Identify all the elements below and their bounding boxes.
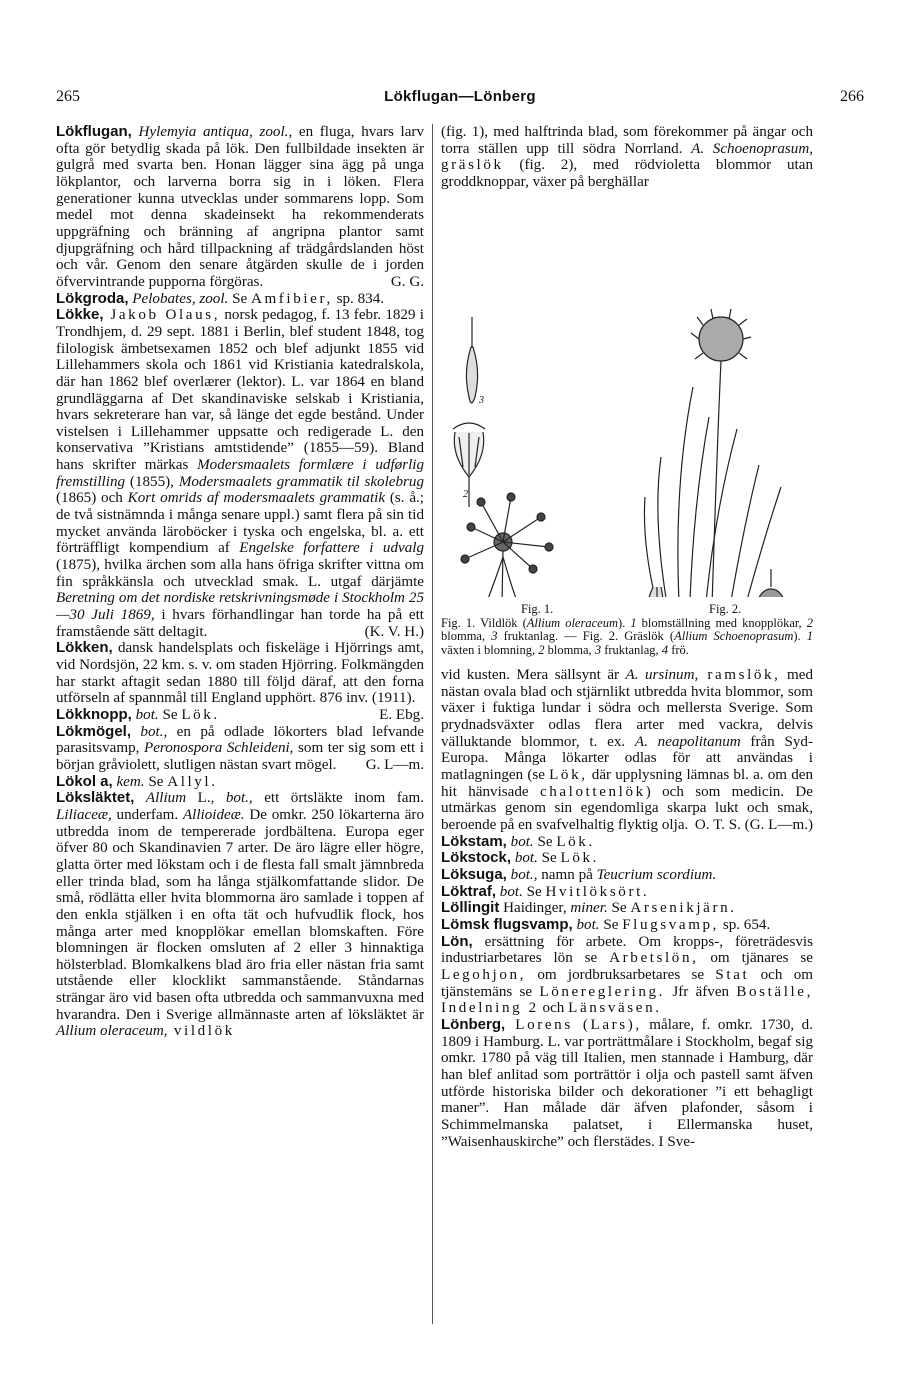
entry-lokke: Lökke, Jakob Olaus, norsk pedagog, f. 13 febr. 1829 i Trondhjem, d. 29 sept. 1881 i Berlin, blef student 1848, tog filologisk ämbetsexamen 1852 och blef adjunkt 1855 vid Lillehammers skola och 1861 vid Kristiania katedralskola, där han 1862 blef overlærer (lektor). L. var 1864 en bland grundläggarna af Det skandinaviske selskab i Kristiania, hvars sekreterare han var, så länge det egde bestånd. Under vistelsen i Lillehammer uppsatte och redigerade L. den konservativa ”Kristians amtstidende” (1855—59). Bland hans skrifter märkas Modersmaalets formlære i udførlig fremstilling (1855), Modersmaalets grammatik til skolebrug (1865) och Kort omrids af modersmaalets grammatik (s. å.; de två sistnämnda i många senare uppl.) samt flera på sin tid mycket använda läroböcker i tyska och engelska, bl. a. ett förträffligt kompendium af Engelske forfattere i udvalg (1875), hvilka ärchen som alla hans öfriga skrifter vittna om fin språkkänsla och utvecklad smak. L. utgaf därjämte Beretning om det nordiske retskrivningsmøde i Stockholm 25—30 Juli 1869, i hvars förhandlingar han torde ha på ett framstående sätt deltagit. (K. V. H.)	[56, 306, 425, 640]
fig2-flower-drawing	[647, 587, 663, 597]
entry-loksläktet: Löksläktet, Allium L., bot., ett örtsläkte inom fam. Liliaceæ, underfam. Allioideæ. De omkr. 250 lökarterna äro utbredda inom de tempererade jordbältena. Europa eger öfver 80 och Skandinavien 7 arter. De äro lägre eller högre, glatta örter med lökstam och i de flesta fall smalt jämnbreda eller trinda blad, som ha långa stjälkomfattande slidor. De små, rödlätta eller hvita blommorna äro samlade i toppen af den enkla stjälken i en ofta tät och hufvudlik flock, hos många arter med knopplökar emellan blomskaften. Före blomningen är flocken omsluten af 2 eller 3 hinnaktiga hölsterblad. Blomkalkens blad äro fria eller nästan fria samt utstående eller klocklikt sammanstående. Ståndarnas strängar äro vid basen ofta utbredda och sammanvuxna med hvarandra. Den i Sverige allmännaste arten af löksläktet är Allium oleraceum, vildlök	[56, 789, 425, 1040]
headword: Lökknopp,	[56, 705, 132, 723]
entry-lokstock: Lökstock, bot. Se Lök.	[441, 849, 600, 867]
cross-reference: Amfibier,	[250, 290, 333, 307]
left-column	[56, 124, 424, 1040]
fig-label-2: Fig. 2.	[709, 601, 742, 616]
entry-lokslaktet-continued: (fig. 1), med halftrinda blad, som förekommer på ängar och torra ställen upp till södra Norrland. A. Schoenoprasum, gräslök (fig. 2), med rödvioletta blommor utan groddknoppar, växer på berghällar	[441, 124, 813, 190]
entry-lokmogel: Lökmögel, bot., en på odlade lökorters blad lefvande parasitsvamp, Peronospora Schleideni, som ter sig som ett i början gråviolett, slutligen nästan svart mögel. G. L—m.	[56, 722, 424, 773]
fig1-num-2: 2	[463, 488, 468, 500]
headword: Lökol a,	[56, 772, 113, 790]
cross-reference: Lök,	[549, 767, 588, 784]
entry-lokflugan: Lökflugan, Hylemyia antiqua, zool., en fluga, hvars larv ofta gör betydlig skada på lök. Den fullbildade insekten är gulgrå med svarta ben. Honan lägger sina ägg på unga lökplantor, och larverna borra sig in i löken. Flera generationer kunna utvecklas under sommarens lopp. Som medel mot denna skadeinsekt ha rekommenderats uppgräfning och bränning af angripna plantor samt djupgräfning och hård tillpackning af trädgårdslanden höst och vår. Genom den senare åtgärden skulle de i jorden öfvervintrande pupporna förgöras. G. G.	[56, 123, 424, 290]
fig-label-1: Fig. 1.	[521, 601, 554, 616]
cross-reference: Hvitlöksört.	[545, 883, 650, 900]
entry-lon: Lön, ersättning för arbete. Om kropps-, företrädesvis industriarbetares lön se Arbetslön, om tjänares se Legohjon, om jordbruksarbetares se Stat och om tjänstemäns se Lönereglering. Jfr äfven Boställe, Indelning 2 och Länsväsen.	[441, 932, 813, 1017]
figure-caption: Fig. 1. Vildlök (Allium oleraceum). 1 blomställning med knopplökar, 2 blomma, 3 fruktanlag. — Fig. 2. Gräslök (Allium Schoenoprasum). 1 växten i blomning, 2 blomma, 3 fruktanlag, 4 frö.	[441, 615, 814, 657]
cross-reference: chalottenlök	[539, 783, 646, 800]
signature: E. Ebg.	[379, 706, 424, 723]
headword: Löllingit	[441, 899, 500, 917]
headword: Löktraf,	[441, 882, 497, 900]
right-column	[441, 124, 813, 1150]
cross-reference: Allyl.	[167, 773, 218, 790]
cross-reference: Boställe, Indelning 2	[441, 983, 813, 1017]
cross-reference: ramslök,	[698, 667, 781, 684]
entry-lokgroda: Lökgroda, Pelobates, zool. Se Amfibier, sp. 834.	[56, 289, 385, 307]
page-number-right: 266	[840, 88, 864, 105]
headword: Lökgroda,	[56, 289, 129, 307]
entry-lollingit: Löllingit Haidinger, miner. Se Arsenikjärn.	[441, 899, 737, 917]
headword: Lökflugan,	[56, 123, 132, 140]
headword: Lömsk flugsvamp,	[441, 915, 573, 933]
signature: O. T. S. (G. L—m.)	[694, 817, 813, 834]
fig1-flower-drawing	[453, 423, 485, 507]
entry-lokstam: Lökstam, bot. Se Lök.	[441, 832, 595, 850]
headword: Lökken,	[56, 639, 113, 657]
fig1-inflorescence-drawing	[461, 493, 553, 597]
page-number-left: 265	[56, 88, 80, 105]
cross-reference: Arsenikjärn.	[630, 900, 737, 917]
cross-reference: Stat	[715, 966, 750, 983]
cross-reference: Lök.	[556, 833, 595, 850]
cross-reference: Lönereglering.	[539, 983, 666, 1000]
entry-lokknopp: Lökknopp, bot. Se Lök.	[56, 705, 220, 723]
entry-lonberg: Lönberg, Lorens (Lars), målare, f. omkr. 1730, d. 1809 i Hamburg. L. var porträttmålare i Stockholm, begaf sig omkr. 1780 på väg till Italien, men stannade i Hamburg, där han blef anlitad som porträttör i olja och pastell samt äfven utförde historiska bilder och dekorationer ”i ett behagligt maner”. Han målade där äfven plafonder, såsom i Schimmelmanska palatset, i Ellermanska huset, ”Waisenhauskirche” och flerstädes. I Sve-	[441, 1015, 813, 1150]
running-title: Lökflugan—Lönberg	[384, 88, 536, 105]
entry-lomsk-flugsvamp: Lömsk flugsvamp, bot. Se Flugsvamp, sp. 654.	[441, 915, 771, 933]
fig2-ovary-drawing	[757, 569, 785, 597]
entry-lokola: Lökol a, kem. Se Allyl.	[56, 772, 218, 790]
cross-reference: vildlök	[167, 1023, 235, 1040]
entry-lokken: Lökken, dansk handelsplats och fiskeläge i Hjörrings amt, vid Nordsjön, 22 km. s. v. om staden Hjörring. Folkmängden har starkt aftagit sedan 1880 till följd däraf, att den forna utförseln af spannmål till England upphört. 876 inv. (1911). E. Ebg.	[56, 639, 424, 723]
botanical-illustration	[441, 197, 813, 597]
headword: Löksläktet,	[56, 789, 135, 807]
cross-reference: Arbetslön,	[609, 950, 699, 967]
signature: (K. V. H.)	[364, 623, 424, 640]
fig1-fruit-drawing	[466, 317, 477, 403]
headword: Lökstam,	[441, 832, 507, 850]
headword: Lönberg,	[441, 1015, 506, 1033]
fig1-num-3: 3	[479, 394, 484, 406]
cross-reference: gräslök	[441, 157, 504, 174]
headword: Löksuga,	[441, 866, 507, 883]
signature: G. L—m.	[365, 756, 424, 773]
entry-loktraf: Löktraf, bot. Se Hvitlöksört.	[441, 882, 650, 900]
fig2-plant-drawing	[644, 309, 781, 597]
allium-illustration-svg	[441, 197, 813, 597]
cross-reference: Flugsvamp,	[622, 916, 720, 933]
figure-labels	[441, 601, 813, 617]
cross-reference: Lök.	[560, 850, 600, 867]
cross-reference: Länsväsen.	[568, 1000, 662, 1017]
entry-loksuga: Löksuga, bot., namn på Teucrium scordium.	[441, 866, 717, 883]
headword: Lökke,	[56, 306, 104, 324]
column-divider	[432, 124, 433, 1324]
cross-reference: Lök.	[181, 706, 220, 723]
entry-lokslaktet-continued-2: vid kusten. Mera sällsynt är A. ursinum, ramslök, med nästan ovala blad och stjärnlikt utbredda hvita blommor, som växer i fuktiga lundar i södra och mellersta Sverige. Som prydnadsväxter odlas flera arter med vackra, delvis välluktande blommor, t. ex. A. neapolitanum från Syd-Europa. Många lökarter odlas för att användas i matlagningen (se Lök, där upplysning lämnas bl. a. om den hit hänvisade chalottenlök) och som medicin. De utmärkas genom sin egendomliga skarpa lukt och smak, beroende på en svafvelhaltig flyktig olja. O. T. S. (G. L—m.)	[441, 667, 814, 834]
headword: Lökstock,	[441, 849, 512, 867]
cross-reference: Legohjon,	[441, 966, 527, 983]
signature: G. G.	[390, 273, 424, 290]
headword: Lön,	[441, 932, 473, 950]
headword: Lökmögel,	[56, 722, 132, 740]
